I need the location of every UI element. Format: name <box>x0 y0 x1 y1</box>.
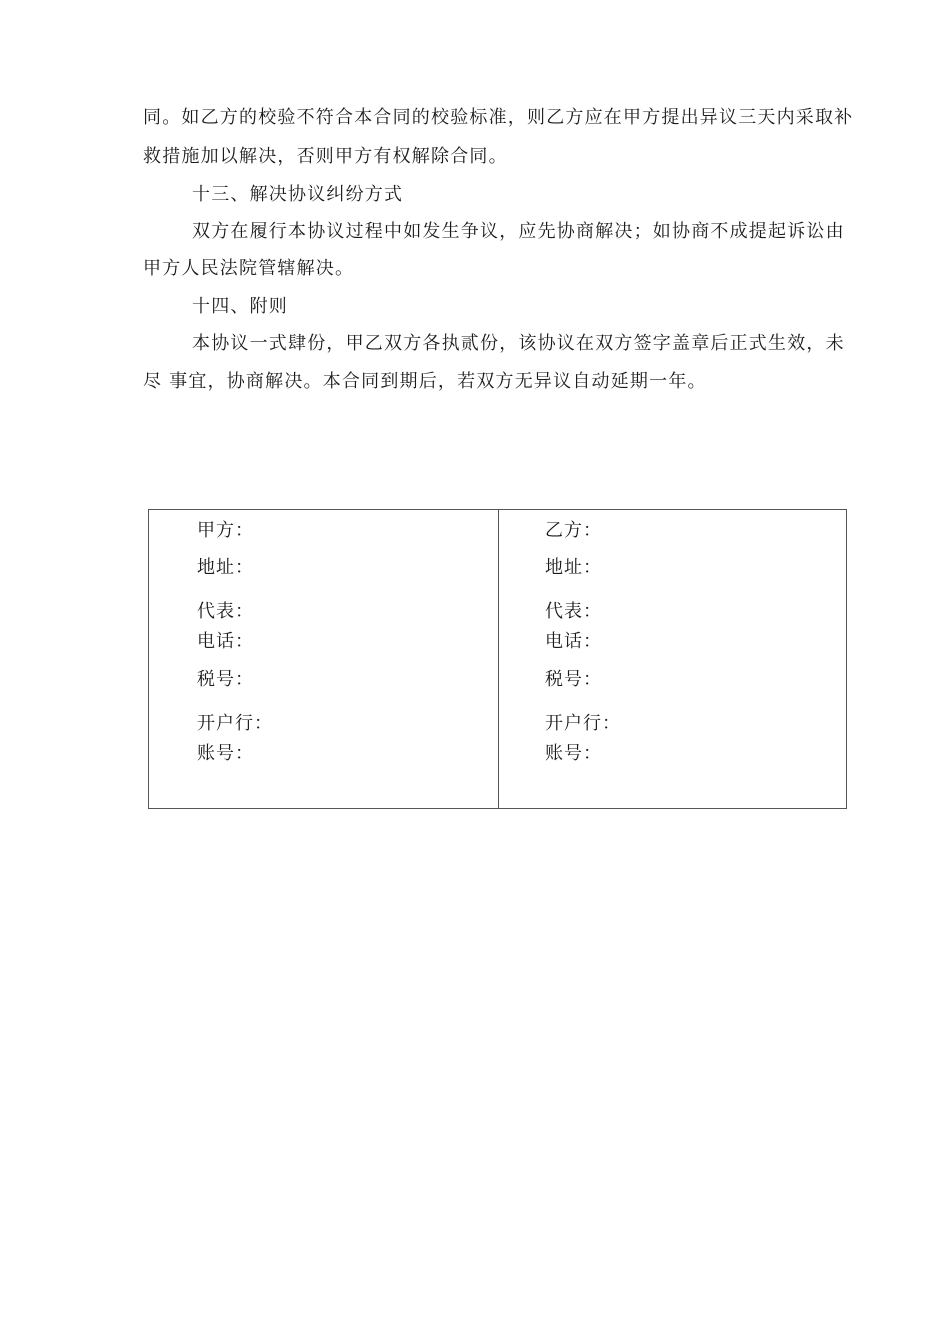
clause-12-continuation-line-2: 救措施加以解决，否则甲方有权解除合同。 <box>143 146 508 167</box>
clause-12-continuation-line-1: 同。如乙方的校验不符合本合同的校验标准，则乙方应在甲方提出异议三天内采取补 <box>143 107 854 128</box>
party-a-name-label: 甲方： <box>197 520 254 541</box>
clause-13-heading: 十三、解决协议纠纷方式 <box>192 184 404 205</box>
party-b-phone-label: 电话： <box>545 631 602 652</box>
clause-14-body-line-2: 尽 事宜，协商解决。本合同到期后，若双方无异议自动延期一年。 <box>143 371 707 392</box>
party-a-account-label: 账号： <box>197 743 254 764</box>
party-a-representative-label: 代表： <box>197 601 254 622</box>
party-b-bank-label: 开户行： <box>545 713 621 734</box>
signature-table-divider <box>498 510 499 808</box>
clause-14-heading: 十四、附则 <box>192 296 288 317</box>
clause-13-body-line-1: 双方在履行本协议过程中如发生争议，应先协商解决；如协商不成提起诉讼由 <box>192 221 845 242</box>
party-b-name-label: 乙方： <box>545 520 602 541</box>
party-a-tax-id-label: 税号： <box>197 669 254 690</box>
party-b-account-label: 账号： <box>545 743 602 764</box>
party-a-phone-label: 电话： <box>197 631 254 652</box>
party-a-address-label: 地址： <box>197 557 254 578</box>
party-b-address-label: 地址： <box>545 557 602 578</box>
party-a-bank-label: 开户行： <box>197 713 273 734</box>
clause-13-body-line-2: 甲方人民法院管辖解决。 <box>143 258 355 279</box>
clause-14-body-line-1: 本协议一式肆份，甲乙双方各执贰份，该协议在双方签字盖章后正式生效，未 <box>192 333 845 354</box>
signature-table <box>148 509 847 809</box>
party-b-representative-label: 代表： <box>545 601 602 622</box>
party-b-tax-id-label: 税号： <box>545 669 602 690</box>
